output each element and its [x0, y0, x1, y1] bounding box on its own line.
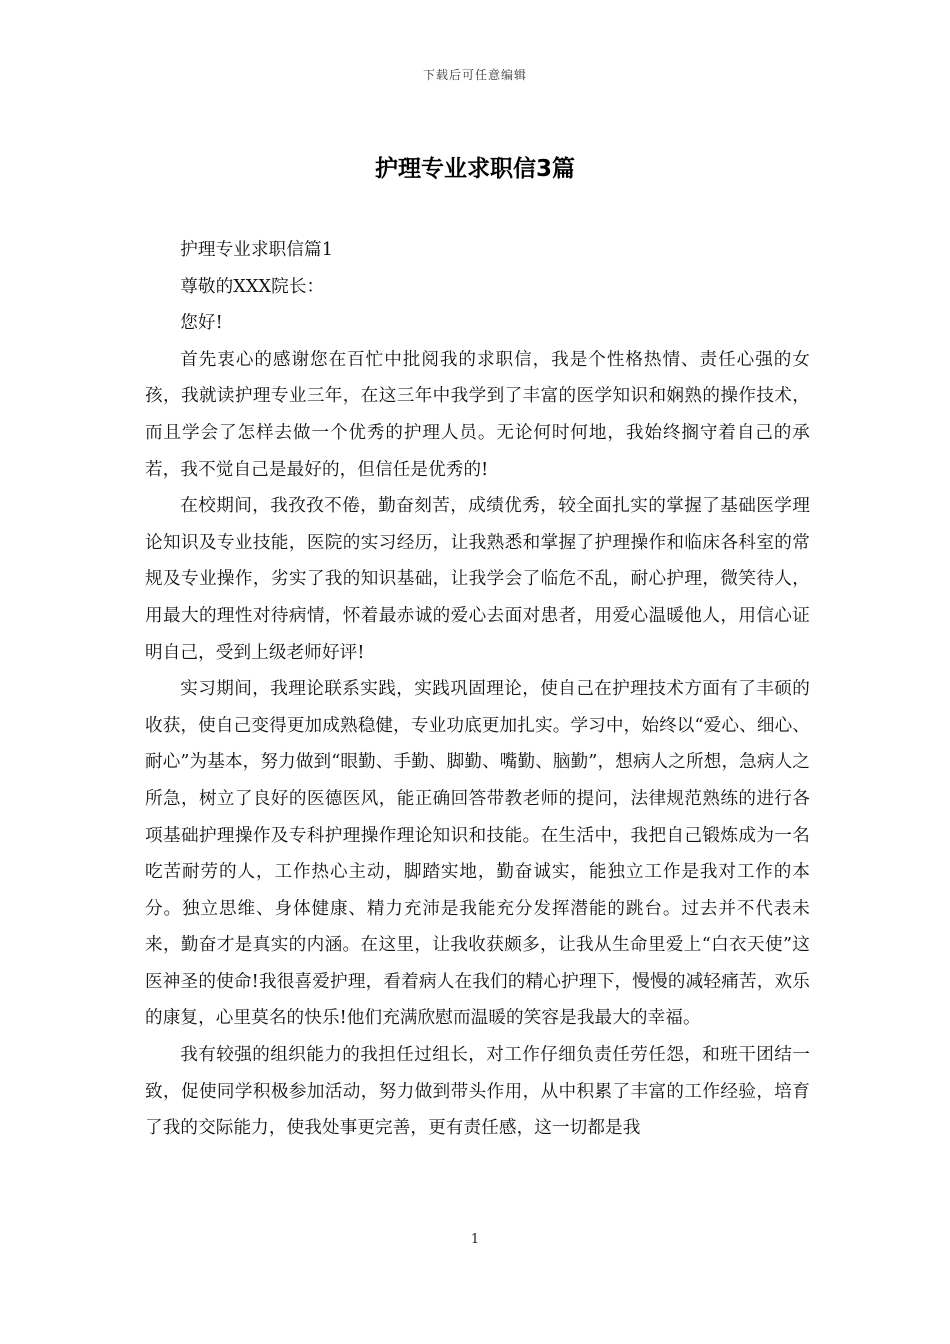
greeting: 您好!	[180, 313, 223, 334]
body-paragraph: 首先衷心的感谢您在百忙中批阅我的求职信，我是个性格热情、责任心强的女孩，我就读护理专业三年，在这三年中我学到了丰富的医学知识和娴熟的操作技术，而且学会了怎样去做一个优秀的护理人员。无论何时何地，我始终搁守着自己的承若，我不觉自己是最好的，但信任是优秀的!	[145, 349, 810, 480]
section-heading: 护理专业求职信篇1	[180, 240, 334, 260]
page-number: 1	[470, 1232, 480, 1247]
salutation: 尊敬的XXX院长：	[180, 276, 325, 297]
body-paragraph: 实习期间，我理论联系实践，实践巩固理论，使自己在护理技术方面有了丰硕的收获，使自己变得更加成熟稳健，专业功底更加扎实。学习中，始终以“爱心、细心、耐心”为基本，努力做到“眼勤、手勤、脚勤、嘴勤、脑勤”，想病人之所想，急病人之所急，树立了良好的医德医风，能正确回答带教老师的提问，法律规范熟练的进行各项基础护理操作及专科护理操作理论知识和技能。在生活中，我把自己锻炼成为一名吃苦耐劳的人，工作热心主动，脚踏实地，勤奋诚实，能独立工作是我对工作的本分。独立思维、身体健康、精力充沛是我能充分发挥潜能的跳台。过去并不代表未来，勤奋才是真实的内涵。在这里，让我收获颇多，让我从生命里爱上“白衣天使”这医神圣的使命!我很喜爱护理，看着病人在我们的精心护理下，慢慢的减轻痛苦，欢乐的康复，心里莫名的快乐!他们充满欣慰而温暖的笑容是我最大的幸福。	[145, 679, 810, 1029]
body-paragraph: 我有较强的组织能力的我担任过组长，对工作仔细负责任劳任怨，和班干团结一致，促使同学积极参加活动，努力做到带头作用，从中积累了丰富的工作经验，培育了我的交际能力，使我处事更完善，更有责任感，这一切都是我	[145, 1045, 810, 1139]
body-paragraph: 在校期间，我孜孜不倦，勤奋刻苦，成绩优秀，较全面扎实的掌握了基础医学理论知识及专业技能，医院的实习经历，让我熟悉和掌握了护理操作和临床各科室的常规及专业操作，劣实了我的知识基础，让我学会了临危不乱，耐心护理，微笑待人，用最大的理性对待病情，怀着最赤诚的爱心去面对患者，用爱心温暖他人，用信心证明自己，受到上级老师好评!	[145, 496, 810, 663]
document-title: 护理专业求职信3篇	[374, 156, 575, 182]
document-body	[145, 232, 810, 1147]
header-note: 下载后可任意编辑	[422, 68, 527, 82]
